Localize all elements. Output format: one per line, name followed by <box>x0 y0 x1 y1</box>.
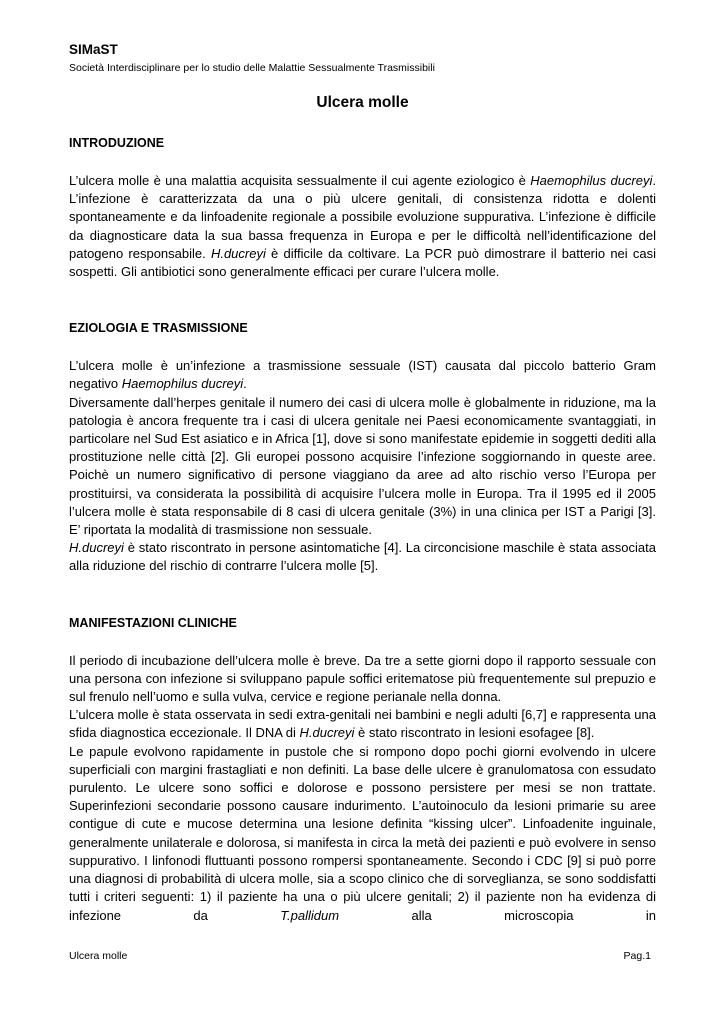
footer-document-name: Ulcera molle <box>69 950 128 962</box>
italic-text: Haemophilus ducreyi <box>530 173 653 188</box>
paragraph <box>69 357 656 393</box>
paragraph <box>69 652 656 707</box>
section-eziologia-trasmissione <box>69 319 656 575</box>
paragraph <box>69 706 656 742</box>
text-run: Le papule evolvono rapidamente in pustole che si rompono dopo pochi giorni evolvendo in ulcere superficiali con margini frastagliati e non definiti. La base delle ulcere è granulomatosa con essudato purulento. Le ulcere sono soffici e dolorose e possono persistere per mesi se non trattate. Superinfezioni secondarie possono causare indurimento. L’autoinoculo da lesioni primarie su aree contigue di cute e mucose determina una lesione definita “kissing ulcer”. Linfoadenite inguinale, generalmente unilaterale e dolorosa, si manifesta in circa la metà dei pazienti e può evolvere in senso suppurativo. I linfonodi fluttuanti possono rompersi spontaneamente. Secondo i CDC [9] si può porre una diagnosi di probabilità di ulcera molle, sia a scopo clinico che di sorveglianza, se sono soddisfatti tutti i criteri seguenti: 1) il paziente ha una o più ulcere genitali; 2) il paziente non ha evidenza di infezione da <box>69 743 656 923</box>
text-run: . L’infezione è caratterizzata da una o più ulcere genitali, di consistenza ridotta e dolenti spontaneamente e da linfoadenite regionale a possibile evoluzione suppurativa. L’infezione è difficile da diagnosticare data la sua bassa frequenza in Europa e per le difficoltà nell’identificazione del patogeno responsabile. <box>69 173 656 261</box>
paragraph <box>69 539 656 575</box>
section-heading: INTRODUZIONE <box>69 136 165 150</box>
section-heading: EZIOLOGIA E TRASMISSIONE <box>69 321 248 336</box>
paragraph <box>69 394 656 540</box>
document-body <box>69 134 656 925</box>
organization-name: SIMaST <box>69 42 118 57</box>
footer-page-number: Pag.1 <box>623 950 651 962</box>
text-run: è difficile da coltivare. La PCR può dimostrare il batterio nei casi sospetti. Gli antibiotici sono generalmente efficaci per curare l’ulcera molle. <box>69 245 656 280</box>
italic-text: H.ducreyi <box>210 245 266 261</box>
section-manifestazioni-cliniche <box>69 614 656 925</box>
italic-text: H.ducreyi <box>69 540 124 556</box>
text-run: L’ulcera molle è stata osservata in sedi extra-genitali nei bambini e negli adulti [6,7] e rappresenta una sfida diagnostica eccezionale. Il DNA di <box>69 707 656 741</box>
text-run: alla microscopia in <box>339 907 656 923</box>
text-run: L’ulcera molle è un’infezione a trasmissione sessuale (IST) causata dal piccolo batterio Gram negativo <box>69 358 656 392</box>
organization-subtitle: Società Interdisciplinare per lo studio delle Malattie Sessualmente Trasmissibili <box>69 62 435 74</box>
text-run: Diversamente dall’herpes genitale il numero dei casi di ulcera molle è globalmente in riduzione, ma la patologia è ancora frequente tra i casi di ulcera genitale nei Paesi economicamente svantaggiati, in particolare nel Sud Est asiatico e in Africa [1], dove si sono manifestate epidemie in soggetti dediti alla prostituzione nelle città [2]. Gli europei possono acquisire l’infezione soggiornando in queste aree. Poichè un numero significativo di persone viaggiano da aree ad alto rischio verso l’Europa per prostituirsi, va considerata la possibilità di acquisire l’ulcera molle in Europa. Tra il 1995 ed il 2005 l’ulcera molle è stata responsabile di 8 casi di ulcera genitale (3%) in una clinica per IST a Parigi [3]. E’ riportata la modalità di trasmissione non sessuale. <box>69 394 656 538</box>
text-run: è stato riscontrato in persone asintomatiche [4]. La circoncisione maschile è stata associata alla riduzione del rischio di contrarre l’ulcera molle [5]. <box>69 540 656 574</box>
section-introduzione <box>69 134 656 281</box>
italic-text: Haemophilus ducreyi <box>121 376 244 392</box>
text-run: L’ulcera molle è una malattia acquisita sessualmente il cui agente eziologico è <box>69 173 531 188</box>
document-title: Ulcera molle <box>316 94 409 111</box>
text-run: . <box>243 376 247 392</box>
paragraph <box>69 743 656 925</box>
italic-text: T.pallidum <box>280 907 340 923</box>
section-heading: MANIFESTAZIONI CLINICHE <box>69 615 237 630</box>
text-run: Il periodo di incubazione dell’ulcera molle è breve. Da tre a sette giorni dopo il rapporto sessuale con una persona con infezione si sviluppano papule soffici eritematose più frequentemente sul prepuzio e sul frenulo nell’uomo e sulla vulva, cervice e regione perianale nella donna. <box>69 652 656 705</box>
paragraph <box>69 172 656 281</box>
text-run: è stato riscontrato in lesioni esofagee [8]. <box>354 725 595 741</box>
italic-text: H.ducreyi <box>299 725 355 741</box>
